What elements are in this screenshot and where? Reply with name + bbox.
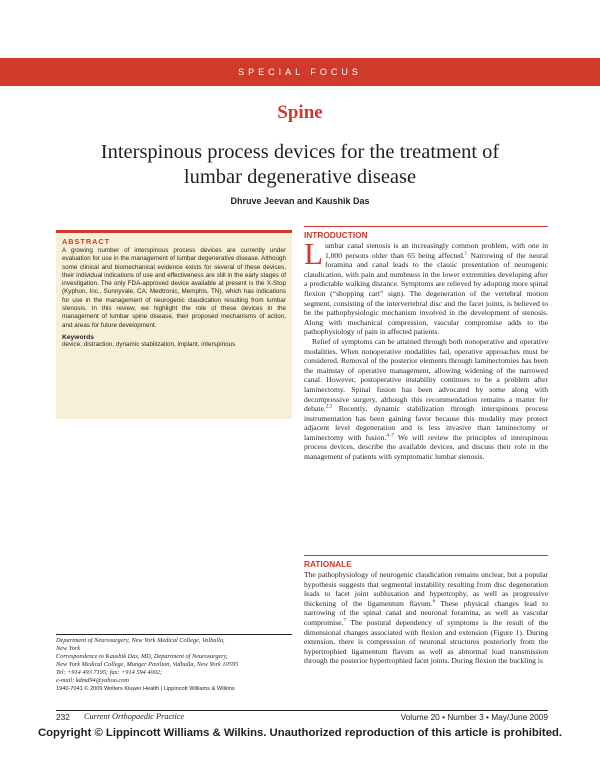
rationale-heading: RATIONALE — [304, 555, 548, 569]
journal-name: Current Orthopaedic Practice — [84, 712, 185, 721]
citation: 2,3 — [325, 404, 332, 410]
banner-label: SPECIAL FOCUS — [238, 67, 362, 77]
keywords-heading: Keywords — [62, 333, 94, 341]
intro-paragraph-1: Lumbar canal stenosis is an increasingly common problem, with one in 1,000 persons older than 65 being affected.$^1$ Narrowing of the neural foramina and canal leads to the classic presentation of neurogenic claudication, with pain and numbness in the lower extremities developing after a predictable walking distance. Symptoms are relieved by adopting more spinal flexion (“shopping cart” sign). The degeneration of the vertebral motion segment, consisting of the intervertebral disc and the facet joints, is believed to be the pathophysiologic mechanism involved in the development of stenosis. Along with mechanical compression, vascular compromise adds to the pathophysiology of pain in affected patients. — [304, 236, 548, 337]
citation: 6 — [432, 599, 436, 605]
introduction-heading: INTRODUCTION — [304, 226, 548, 240]
rationale-body — [304, 570, 548, 666]
special-focus-banner — [0, 58, 600, 86]
abstract-text: A growing number of interspinous process devices are currently under evaluation for use in the management of lumbar degenerative disease. Although some clinical and biomechanical evidence exists for several of these devices, their individual indications of use and effectiveness are still in the early stages of investigation. The only FDA-approved device available at present is the X-Stop (Kyphon, Inc., Sunnyvale, CA; Medtronic, Memphis, TN), which has indications for use in the management of neurogenic claudication resulting from lumbar stenosis. In this review, we highlight the role of these devices in the management of lumbar spine disease, their proposed mechanisms of action, and areas for future development. — [62, 247, 286, 329]
title-line-1: Interspinous process devices for the treatment of — [100, 141, 500, 163]
citation: 1 — [464, 251, 468, 257]
section-title: Spine — [277, 102, 323, 123]
copyright-line: 1940-7041 © 2009 Wolters Kluwer Health | Lippincott Williams & Wilkins — [56, 686, 235, 692]
copyright-notice: Copyright © Lippincott Williams & Wilkins. Unauthorized reproduction of this article is prohibited. — [37, 727, 563, 739]
volume-info: Volume 20 • Number 3 • May/June 2009 — [400, 712, 548, 722]
footnote-divider — [56, 634, 292, 635]
affiliation-footnote: Department of Neurosurgery, New York Medical College, Valhalla, New York Correspondence to Kaushik Das, MD, Department of Neurosurgery, New York Medical College, Munger Pavilion, Valhalla, New York 10595 Tel: +914 493 7195; fax: +914 594 4002; e-mail: kdmd94@yahoo.com 1940-7041 © 2009 Wolters Kluwer Health | Lippincott Williams & Wilkins — [56, 637, 239, 692]
article-title — [60, 140, 540, 190]
citation: 7 — [343, 618, 346, 624]
intro-paragraph-2: Relief of symptoms can be attained through both nonoperative and operative modalities. When nonoperative modalities fail, operative approaches must be considered. Removal of the posterior elements through laminectomies has been the mainstay of operative management, allowing widening of the narrowed canal. However, postoperative instability continues to be a problem after laminectomy. Spinal fusion has been advocated by some along with decompressive surgery, although this recommendation remains a matter for debate.$^{2,3}$ Recently, dynamic stabilization through interspinous process instrumentation has been gaining favor because this modality may protect adjacent level degeneration and is less invasive than laminectomy or laminectomy with fusion.$^{4-7}$ We will review the principles of interspinous process devices, describe the available devices, and discuss their role in the management of patients with symptomatic lumbar stenosis. — [304, 336, 548, 462]
title-line-2: lumbar degenerative disease — [183, 166, 417, 188]
drop-cap: L — [304, 236, 323, 271]
rationale-paragraph-1: The pathophysiology of neurogenic claudication remains unclear, but a popular hypothesis suggests that segmental instability resulting from disc degeneration leads to facet joint subluxation and hypertrophy, as well as progressive thickening of the ligamentum flavum.$^6$ These physical changes lead to narrowing of the spinal canal and neuronal foramina, as well as vascular compromise.$^7$ The postural dependency of symptoms is the result of the dimensional changes associated with flexion and extension (Figure 1). During extension, there is compression of neuronal structures posteriorly from the hypertrophied ligamentum flavum as well as abnormal load transmission through the posterior hypertrophied facet joints. During flexion the buckling is — [304, 570, 548, 666]
keywords-text: device, distraction, dynamic stabilization, implant, interspinous — [62, 340, 236, 348]
page-footer-divider — [56, 710, 548, 711]
introduction-body — [304, 236, 548, 462]
abstract-heading: ABSTRACT — [62, 237, 111, 246]
abstract-box — [56, 230, 292, 419]
authors: Dhruve Jeevan and Kaushik Das — [230, 196, 370, 206]
page-number: 232 — [56, 712, 70, 722]
citation: 4–7 — [386, 433, 394, 439]
